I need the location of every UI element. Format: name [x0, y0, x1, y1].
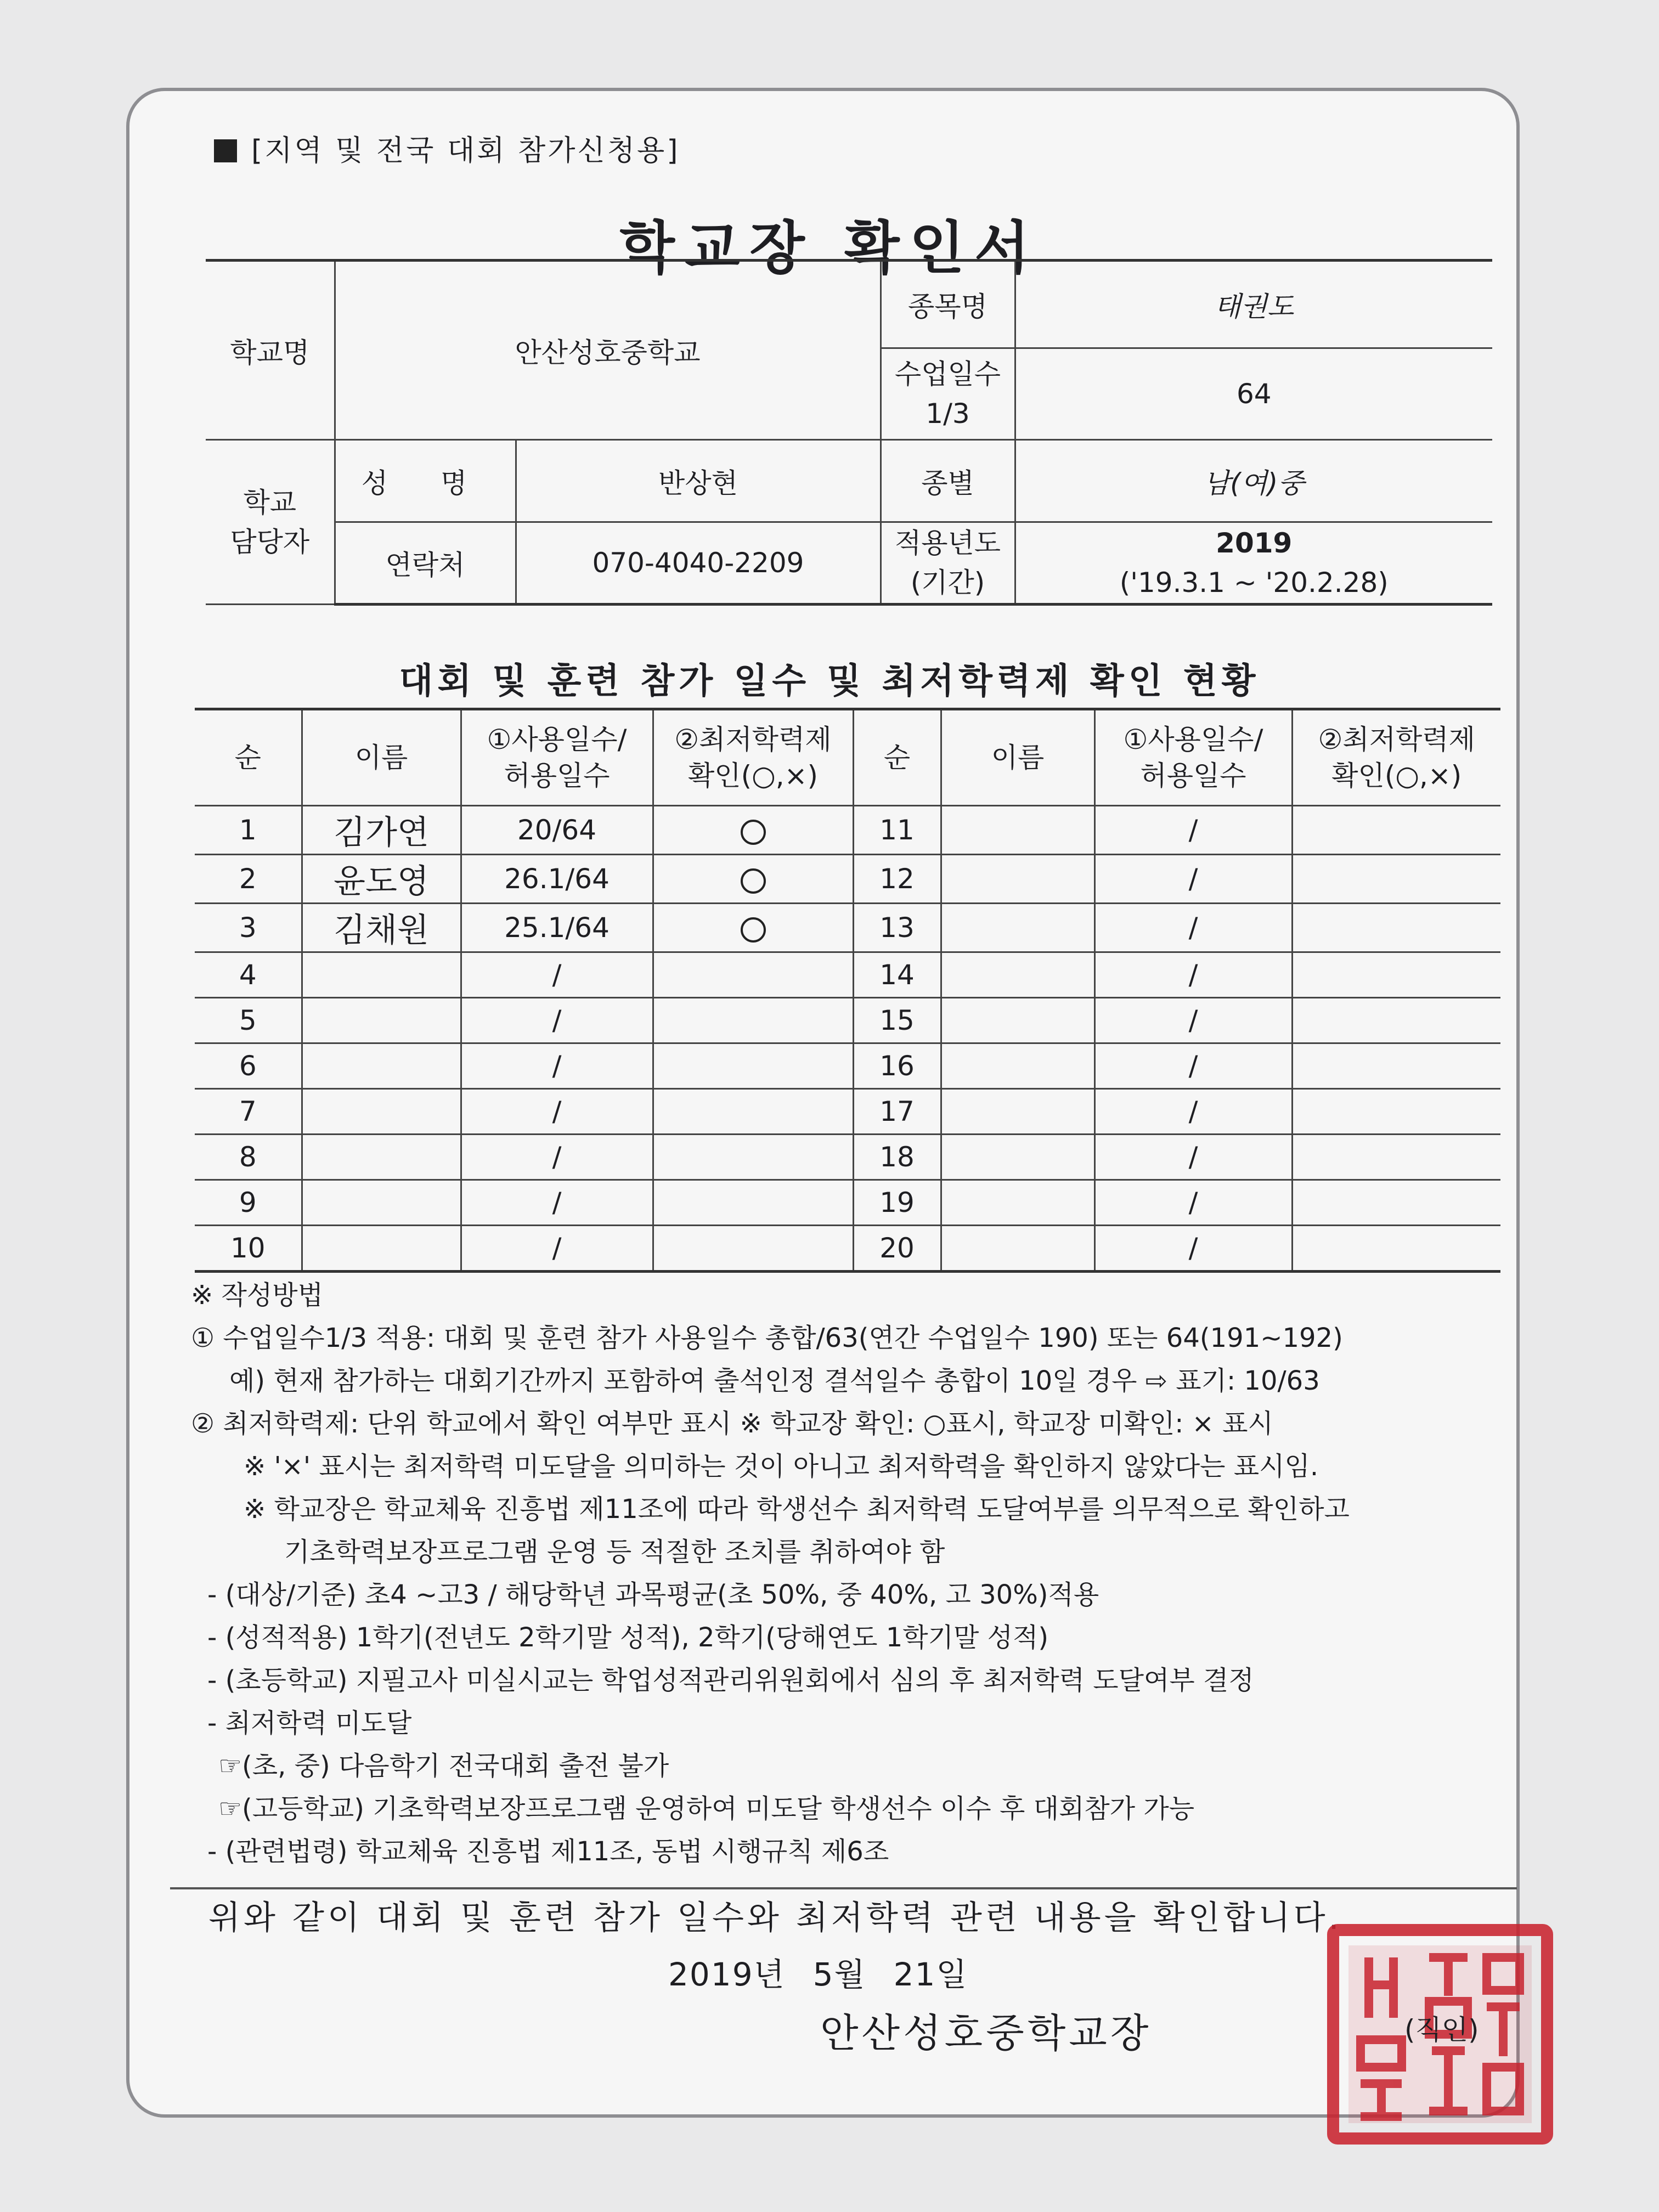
table-row — [195, 998, 1500, 1043]
row-no-right: 16 — [853, 1043, 941, 1089]
row-check — [653, 904, 853, 952]
row-no: 7 — [195, 1089, 302, 1135]
year-value-cell — [1015, 522, 1492, 605]
type-label: 종별 — [881, 440, 1015, 522]
name-label: 성 명 — [335, 440, 516, 522]
row-name-right — [941, 1226, 1094, 1272]
participation-table-body — [195, 709, 1500, 1272]
date-month: 5월 — [812, 1956, 866, 1993]
table-subtitle: 대회 및 훈련 참가 일수 및 최저학력제 확인 현황 — [399, 661, 1260, 702]
header-days-line2: 허용일수 — [504, 760, 610, 792]
header-check-right-line1: ②최저학력제 — [1318, 724, 1475, 755]
signing-date — [668, 1949, 995, 1995]
row-no-right: 15 — [853, 998, 941, 1043]
table-header-row — [195, 709, 1500, 806]
row-name — [302, 1135, 461, 1180]
row-days-right: / — [1094, 998, 1292, 1043]
header-name-right: 이름 — [941, 709, 1094, 806]
row-no: 8 — [195, 1135, 302, 1180]
row-name-right — [941, 952, 1094, 998]
table-row — [195, 1226, 1500, 1272]
row-name-right — [941, 1089, 1094, 1135]
principal-name: 안산성호중학교장 — [820, 2010, 1152, 2056]
contact-value: 070-4040-2209 — [516, 522, 881, 605]
row-check-right — [1292, 1180, 1500, 1226]
row-name-right — [941, 1043, 1094, 1089]
row-check-right — [1292, 1089, 1500, 1135]
note-line: - (성적적용) 1학기(전년도 2학기말 성적), 2학기(당해연도 1학기말 성적) — [207, 1622, 1049, 1653]
seal-label: (직인) — [1404, 2014, 1479, 2046]
row-check — [653, 1135, 853, 1180]
manager-label-line2: 담당자 — [230, 526, 310, 558]
header-no: 순 — [195, 709, 302, 806]
year-label-line2: (기간) — [910, 567, 985, 599]
type-value: 남(여)중 — [1015, 440, 1492, 522]
row-name — [302, 1180, 461, 1226]
row-check — [653, 998, 853, 1043]
row-name — [302, 998, 461, 1043]
year-label-line1: 적용년도 — [894, 527, 1001, 559]
row-check — [653, 1043, 853, 1089]
row-name — [302, 952, 461, 998]
note-line: - (관련법령) 학교체육 진흥법 제11조, 동법 시행규칙 제6조 — [207, 1836, 889, 1867]
document-title: 학교장 확인서 — [619, 215, 1040, 281]
row-days: 20/64 — [461, 806, 653, 855]
row-days-right: / — [1094, 952, 1292, 998]
check-circle-icon — [741, 917, 766, 943]
note-line: - (초등학교) 지필고사 미실시교는 학업성적관리위원회에서 심의 후 최저학력 도달여부 결정 — [207, 1665, 1254, 1696]
note-line: ② 최저학력제: 단위 학교에서 확인 여부만 표시 ※ 학교장 확인: ○표시, 학교장 미확인: × 표시 — [191, 1408, 1273, 1439]
check-circle-icon — [741, 820, 766, 845]
header-check-right-line2: 확인(○,×) — [1331, 760, 1462, 792]
row-no-right: 11 — [853, 806, 941, 855]
contact-label: 연락처 — [335, 522, 516, 605]
row-no: 9 — [195, 1180, 302, 1226]
header-days-right-line2: 허용일수 — [1140, 760, 1246, 792]
row-no-right: 19 — [853, 1180, 941, 1226]
header-days-right — [1094, 709, 1292, 806]
header-check — [653, 709, 853, 806]
table-row — [195, 1135, 1500, 1180]
note-line: - 최저학력 미도달 — [207, 1708, 412, 1739]
row-days: / — [461, 1226, 653, 1272]
days-label-line2: 1/3 — [926, 398, 970, 430]
row-check — [653, 855, 853, 904]
table-row — [195, 904, 1500, 952]
header-days-line1: ①사용일수/ — [487, 724, 627, 755]
year-value: 2019 — [1216, 527, 1293, 559]
note-line: - (대상/기준) 초4 ~고3 / 해당학년 과목평균(초 50%, 중 40%, 고 30%)적용 — [207, 1579, 1099, 1610]
row-days-right: / — [1094, 1043, 1292, 1089]
sport-value: 태권도 — [1015, 261, 1492, 348]
year-label — [881, 522, 1015, 605]
row-no-right: 18 — [853, 1135, 941, 1180]
row-no-right: 14 — [853, 952, 941, 998]
note-line: 기초학력보장프로그램 운영 등 적절한 조치를 취하여야 함 — [284, 1537, 945, 1567]
note-line: ① 수업일수1/3 적용: 대회 및 훈련 참가 사용일수 총합/63(연간 수업일수 190) 또는 64(191~192) — [191, 1323, 1343, 1353]
row-check — [653, 952, 853, 998]
manager-label-line1: 학교 — [243, 486, 297, 518]
row-no: 3 — [195, 904, 302, 952]
row-no: 4 — [195, 952, 302, 998]
row-check — [653, 806, 853, 855]
days-value: 64 — [1015, 348, 1492, 440]
row-check-right — [1292, 855, 1500, 904]
row-days-right: / — [1094, 806, 1292, 855]
row-days: / — [461, 1043, 653, 1089]
row-days-right: / — [1094, 1226, 1292, 1272]
row-days: / — [461, 1135, 653, 1180]
header-note-text: [지역 및 전국 대회 참가신청용] — [251, 134, 680, 167]
row-days: 25.1/64 — [461, 904, 653, 952]
days-label-line1: 수업일수 — [894, 358, 1001, 390]
date-day: 21일 — [893, 1956, 968, 1993]
note-line: ※ 학교장은 학교체육 진흥법 제11조에 따라 학생선수 최저학력 도달여부를 의무적으로 확인하고 — [244, 1494, 1350, 1525]
row-check-right — [1292, 1135, 1500, 1180]
row-name-right — [941, 855, 1094, 904]
row-no-right: 12 — [853, 855, 941, 904]
table-row — [195, 952, 1500, 998]
row-no: 1 — [195, 806, 302, 855]
row-name — [302, 1226, 461, 1272]
note-line: ※ '×' 표시는 최저학력 미도달을 의미하는 것이 아니고 최저학력을 확인하지 않았다는 표시임. — [244, 1451, 1319, 1482]
row-days-right: / — [1094, 1089, 1292, 1135]
header-check-right — [1292, 709, 1500, 806]
row-no: 10 — [195, 1226, 302, 1272]
info-table — [206, 259, 1492, 606]
row-days: / — [461, 1180, 653, 1226]
sport-label: 종목명 — [881, 261, 1015, 348]
row-check — [653, 1089, 853, 1135]
check-circle-icon — [741, 868, 766, 894]
table-row — [195, 1180, 1500, 1226]
row-check — [653, 1180, 853, 1226]
table-row — [195, 806, 1500, 855]
row-name-right — [941, 1180, 1094, 1226]
row-name-right — [941, 806, 1094, 855]
writing-guide — [191, 1274, 1524, 1873]
row-no-right: 20 — [853, 1226, 941, 1272]
row-name — [302, 1043, 461, 1089]
row-check-right — [1292, 904, 1500, 952]
row-name-right — [941, 1135, 1094, 1180]
row-name-right — [941, 998, 1094, 1043]
table-row — [195, 855, 1500, 904]
row-name: 김채원 — [302, 904, 461, 952]
row-days-right: / — [1094, 1180, 1292, 1226]
row-check — [653, 1226, 853, 1272]
row-name: 김가연 — [302, 806, 461, 855]
table-row — [195, 1043, 1500, 1089]
header-days-right-line1: ①사용일수/ — [1123, 724, 1263, 755]
note-line: ☞(고등학교) 기초학력보장프로그램 운영하여 미도달 학생선수 이수 후 대회참가 가능 — [218, 1793, 1195, 1824]
note-title: ※ 작성방법 — [191, 1280, 323, 1311]
participation-table — [195, 708, 1500, 1273]
divider — [170, 1887, 1517, 1889]
row-days-right: / — [1094, 1135, 1292, 1180]
days-label — [881, 348, 1015, 440]
header-no-right: 순 — [853, 709, 941, 806]
note-line: ☞(초, 중) 다음학기 전국대회 출전 불가 — [218, 1751, 669, 1781]
school-label: 학교명 — [206, 261, 335, 440]
row-check-right — [1292, 998, 1500, 1043]
row-name: 윤도영 — [302, 855, 461, 904]
header-name: 이름 — [302, 709, 461, 806]
row-no: 6 — [195, 1043, 302, 1089]
row-no-right: 13 — [853, 904, 941, 952]
table-row — [195, 1089, 1500, 1135]
row-check-right — [1292, 1043, 1500, 1089]
row-days: / — [461, 952, 653, 998]
row-name — [302, 1089, 461, 1135]
row-days-right: / — [1094, 904, 1292, 952]
row-no-right: 17 — [853, 1089, 941, 1135]
row-days-right: / — [1094, 855, 1292, 904]
row-no: 5 — [195, 998, 302, 1043]
row-check-right — [1292, 806, 1500, 855]
square-bullet-icon — [214, 139, 237, 162]
note-line: 예) 현재 참가하는 대회기간까지 포함하여 출석인정 결석일수 총합이 10일 경우 ⇨ 표기: 10/63 — [229, 1365, 1320, 1396]
row-name-right — [941, 904, 1094, 952]
row-days: 26.1/64 — [461, 855, 653, 904]
date-year: 2019년 — [668, 1956, 786, 1993]
manager-label — [206, 440, 335, 605]
row-no: 2 — [195, 855, 302, 904]
school-value: 안산성호중학교 — [335, 261, 881, 440]
confirm-text: 위와 같이 대회 및 훈련 참가 일수와 최저학력 관련 내용을 확인합니다. — [208, 1899, 1342, 1937]
row-check-right — [1292, 952, 1500, 998]
row-check-right — [1292, 1226, 1500, 1272]
year-period: ('19.3.1 ~ '20.2.28) — [1119, 567, 1389, 599]
header-check-line2: 확인(○,×) — [687, 760, 819, 792]
header-note — [214, 127, 680, 168]
row-days: / — [461, 1089, 653, 1135]
header-days — [461, 709, 653, 806]
name-value: 반상현 — [516, 440, 881, 522]
row-days: / — [461, 998, 653, 1043]
header-check-line1: ②최저학력제 — [674, 724, 832, 755]
